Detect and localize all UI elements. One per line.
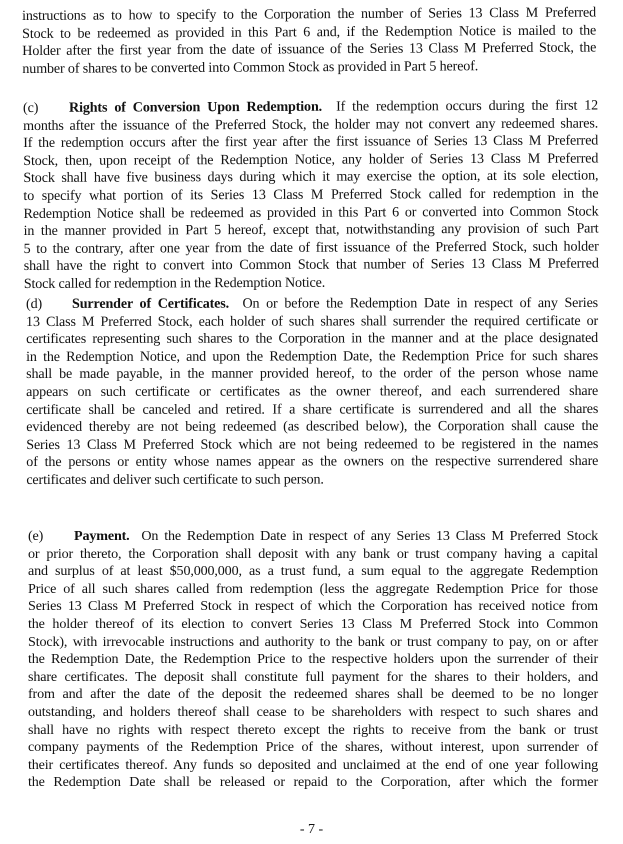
text-line: instructions as to how to specify to the Corporation the number of Series 13 Class M Preferred (22, 4, 597, 24)
text-line: Price of all such shares called from redemption (less the aggregate Redemption Price for those (28, 580, 598, 597)
text-line: 13 Class M Preferred Stock, each holder of such shares shall surrender the required certificate or (26, 312, 599, 330)
text-line: and surplus of at least $50,000,000, as a trust fund, a sum equal to the aggregate Redemption (28, 563, 598, 580)
text-line: of the persons or entity whose names appear as the owners on the respective surrendered share (26, 453, 599, 471)
section-heading-line (23, 97, 598, 117)
text-line: the holder thereof of its election to convert Series 13 Class M Preferred Stock into Common (28, 615, 598, 632)
text-line: appears on such certificate or certificates as the owner thereof, and each surrendered share (26, 382, 599, 400)
section-title: Surrender of Certificates. (71, 295, 229, 312)
text-line: Stock), with irrevocable instructions and authority to the bank or trust company to pay, on or after (28, 633, 598, 650)
text-line: number of shares to be converted into Common Stock as provided in Part 5 hereof. (22, 57, 479, 77)
section-heading-line (28, 528, 598, 546)
text-line: or prior thereto, the Corporation shall deposit with any bank or trust company having a capital (28, 545, 598, 562)
section-label: (d) (26, 295, 43, 312)
section-heading-line (26, 295, 598, 314)
text-line: Series 13 Class M Preferred Stock in respect of which the Corporation has received notice from (28, 598, 598, 615)
text-line: certificates representing such shares to the Corporation in the manner and at the place designated (26, 330, 599, 348)
text-segment: On or before the Redemption Date in respect of any Series (242, 295, 599, 312)
text-line: certificate shall be canceled and retired. If a share certificate is surrendered and all the shares (26, 400, 599, 418)
text-line: in the Redemption Notice, and upon the Redemption Date, the Redemption Price for such shares (26, 347, 599, 365)
text-line: Redemption Notice shall be redeemed as provided in this Part 6 or converted into Common Stock (23, 203, 599, 222)
section-label: (e) (28, 528, 44, 544)
text-line: Stock shall have five business days during which it may exercise the option, at its sole election, (23, 167, 599, 187)
page-number: - 7 - (299, 822, 324, 837)
text-line: 5 to the contrary, after one year from the date of first issuance of the Preferred Stock, such holder (23, 238, 599, 257)
text-line: Stock called for redemption in the Redemption Notice. (23, 274, 326, 292)
paragraph-continuation (22, 4, 596, 78)
text-line: their certificates thereof. Any funds so deposited and unclaimed at the end of one year following (28, 756, 598, 773)
section-label: (c) (23, 99, 39, 116)
text-line: company payments of the Redemption Price of the shares, without interest, upon surrender of (28, 739, 598, 756)
paragraph-d-surrender-of-certificates (26, 295, 598, 490)
text-line: Stock, then, upon receipt of the Redemption Notice, any holder of Series 13 Class M Preferred (23, 150, 599, 169)
text-line: certificates and deliver such certificate to such person. (26, 471, 324, 488)
text-segment: If the redemption occurs during the first 12 (336, 97, 599, 115)
text-line: Holder after the first year from the date of issuance of the Series 13 Class M Preferred Stock, the (22, 39, 597, 60)
text-line: the Redemption Date, the Redemption Price to the respective holders upon the surrender of their (28, 651, 598, 668)
text-line: Stock to be redeemed as provided in this Part 6 and, if the Redemption Notice is mailed to the (22, 22, 597, 42)
text-line: shall be made payable, in the manner provided hereof, to the order of the person whose name (26, 365, 599, 383)
text-line: shall have no rights with respect thereto except the rights to receive from the bank or trust (28, 721, 598, 738)
text-line: Series 13 Class M Preferred Stock which are not being redeemed to be registered in the names (26, 435, 599, 453)
text-line: the Redemption Date shall be released or repaid to the Corporation, after which the former (28, 774, 598, 791)
text-line: share certificates. The deposit shall constitute full payment for the shares to their holders, and (28, 668, 598, 685)
text-line: from and after the date of the deposit the redeemed shares shall be deemed to be no longer (28, 686, 598, 703)
text-line: shall have the right to convert into Common Stock that number of Series 13 Class M Preferred (23, 255, 599, 275)
paragraph-c-rights-of-conversion (23, 97, 599, 293)
paragraph-e-payment (28, 528, 598, 792)
text-line: evidenced thereby are not being redeemed (as described below), the Corporation shall cause the (26, 418, 599, 436)
text-line: outstanding, and holders thereof shall cease to be shareholders with respect to such shares and (28, 703, 598, 720)
text-line: to specify what portion of its Series 13 Class M Preferred Stock called for redemption in the (23, 185, 599, 204)
section-title: Rights of Conversion Upon Redemption. (68, 98, 323, 116)
section-title: Payment. (74, 528, 130, 544)
text-line: months after the issuance of the Preferred Stock, the holder may not convert any redeemed shares. (23, 115, 599, 134)
text-line: in the manner provided in Part 5 hereof, except that, notwithstanding any provision of such Part (23, 220, 599, 240)
text-line: If the redemption occurs after the first year after the first issuance of Series 13 Class M Preferred (23, 132, 599, 152)
text-segment: On the Redemption Date in respect of any Series 13 Class M Preferred Stock (141, 528, 598, 544)
